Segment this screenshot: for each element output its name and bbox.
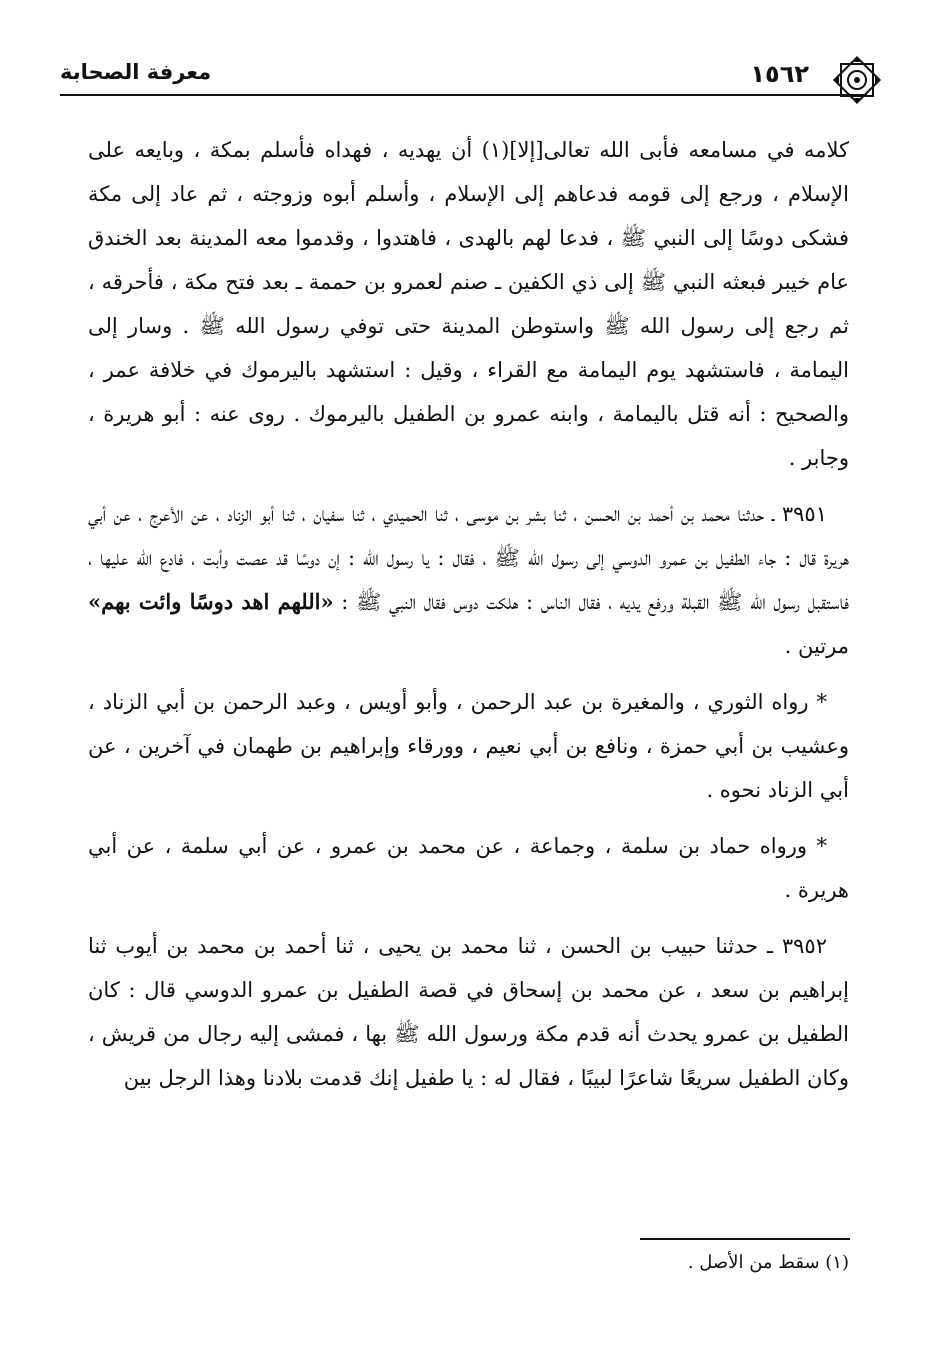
octagram-ornament-icon — [827, 50, 887, 110]
page-number: ١٥٦٢ — [750, 60, 809, 88]
page-header — [60, 50, 887, 100]
hadith-3951-text: ٣٩٥١ ـ حدثنا محمد بن أحمد بن الحسن ، ثنا بشر بن موسى ، ثنا الحميدي ، ثنا سفيان ، ثنا أبو الزناد ، عن الأعرج ، عن أبي هريرة قال : جاء الطفيل بن عمرو الدوسي إلى رسول الله ﷺ ، فقال : يا رسول الله : إن دوسًا قد عصت وأبت ، فادع الله عليها ، فاستقبل رسول الله ﷺ القبلة ورفع يديه ، فقال الناس : هلكت دوس فقال النبي ﷺ : — [88, 502, 849, 614]
hadith-3951-prophet-quote: «اللهم اهد دوسًا وائت بهم» — [88, 589, 334, 614]
main-text — [88, 128, 849, 1112]
paragraph-narrators-note-2: * ورواه حماد بن سلمة ، وجماعة ، عن محمد بن عمرو ، عن أبي سلمة ، عن أبي هريرة . — [88, 834, 849, 902]
running-title: معرفة الصحابة — [60, 60, 212, 84]
header-divider — [60, 94, 867, 96]
footnote-divider — [640, 1238, 850, 1240]
paragraph-hadith-3951 — [88, 492, 849, 668]
footnote: (١) سقط من الأصل . — [687, 1252, 849, 1273]
hadith-3951-end: مرتين . — [784, 634, 849, 658]
paragraph-hadith-3952: ٣٩٥٢ ـ حدثنا حبيب بن الحسن ، ثنا محمد بن يحيى ، ثنا أحمد بن محمد بن أيوب ثنا إبراهيم بن سعد ، عن محمد بن إسحاق في قصة الطفيل بن عمرو الدوسي قال : كان الطفيل بن عمرو يحدث أنه قدم مكة ورسول الله ﷺ بها ، فمشى إليه رجال من قريش ، وكان الطفيل سريعًا شاعرًا لبيبًا ، فقال له : يا طفيل إنك قدمت بلادنا وهذا الرجل بين — [88, 934, 849, 1090]
paragraph-biography: كلامه في مسامعه فأبى الله تعالى[إلا](١) أن يهديه ، فهداه فأسلم بمكة ، وبايعه على الإسلام ، ورجع إلى قومه فدعاهم إلى الإسلام ، وأسلم أبوه وزوجته ، ثم عاد إلى مكة فشكى دوسًا إلى النبي ﷺ ، فدعا لهم بالهدى ، فاهتدوا ، وقدموا معه المدينة بعد الخندق عام خيبر فبعثه النبي ﷺ إلى ذي الكفين ـ صنم لعمرو بن حممة ـ بعد فتح مكة ، فأحرقه ، ثم رجع إلى رسول الله ﷺ واستوطن المدينة حتى توفي رسول الله ﷺ . وسار إلى اليمامة ، فاستشهد يوم اليمامة مع القراء ، وقيل : استشهد باليرموك في خلافة عمر ، والصحيح : أنه قتل باليمامة ، وابنه عمرو بن الطفيل باليرموك . روى عنه : أبو هريرة ، وجابر . — [88, 138, 849, 470]
paragraph-narrators-note-1: * رواه الثوري ، والمغيرة بن عبد الرحمن ، وأبو أويس ، وعبد الرحمن بن أبي الزناد ، وعشيب بن أبي حمزة ، ونافع بن أبي نعيم ، وورقاء وإبراهيم بن طهمان في آخرين ، عن أبي الزناد نحوه . — [88, 690, 849, 802]
